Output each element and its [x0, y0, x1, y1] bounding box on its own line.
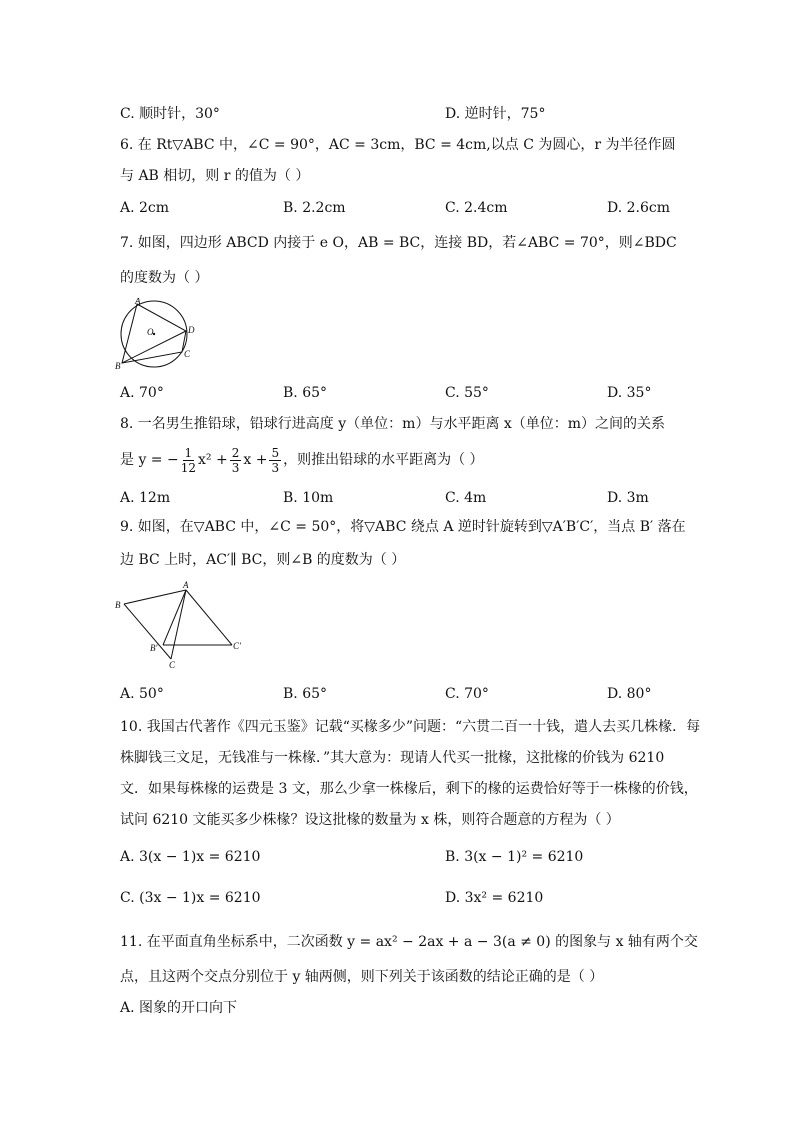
q7-stem-line1: 7. 如图，四边形 ABCD 内接于 e O，AB = BC，连接 BD，若∠ABC = 70°，则∠BDC	[120, 235, 677, 251]
q8-term-mid2: x +	[243, 452, 268, 468]
q8-option-b: B. 10m	[283, 490, 334, 506]
q10-stem-line1: 10. 我国古代著作《四元玉鉴》记载“买椽多少”问题：“六贯二百一十钱，遣人去买几株椽．每	[120, 719, 701, 735]
q7-label-a: A	[135, 298, 141, 306]
q8-frac2-numerator: 2	[231, 445, 240, 460]
q8-frac2-denominator: 3	[231, 460, 240, 475]
q9-label-c: C	[169, 660, 176, 670]
q8-option-d: D. 3m	[607, 490, 649, 506]
q6-stem-line1: 6. 在 Rt▽ABC 中，∠C = 90°，AC = 3cm，BC = 4cm,以点 C 为圆心，r 为半径作圆	[120, 137, 676, 153]
q10-option-c: C. (3x − 1)x = 6210	[120, 890, 261, 906]
q8-prefix: 是 y = −	[120, 452, 179, 468]
q7-option-d: D. 35°	[607, 385, 652, 401]
q8-stem-line2	[120, 445, 484, 475]
q9-option-b: B. 65°	[283, 686, 328, 702]
q9-label-a: A	[183, 580, 189, 590]
q9-rotation-figure	[112, 580, 252, 670]
q9-stem-line1: 9. 如图，在▽ABC 中，∠C = 50°，将▽ABC 绕点 A 逆时针旋转到▽A′B′C′，当点 B′ 落在	[120, 519, 686, 535]
q9-option-c: C. 70°	[445, 686, 489, 702]
q5-option-d: D. 逆时针，75°	[445, 106, 546, 122]
q9-label-b-prime: B′	[150, 643, 158, 653]
q6-option-b: B. 2.2cm	[283, 200, 346, 216]
q8-term-mid1: x² +	[198, 452, 228, 468]
q7-option-b: B. 65°	[283, 385, 328, 401]
q6-option-a: A. 2cm	[120, 200, 170, 216]
q8-option-c: C. 4m	[445, 490, 487, 506]
q8-frac1-denominator: 12	[180, 460, 197, 475]
q11-option-a: A. 图象的开口向下	[120, 1000, 238, 1016]
q10-stem-line2: 株脚钱三文足，无钱准与一株椽．”其大意为：现请人代买一批椽，这批椽的价钱为 6210	[120, 750, 665, 766]
q5-option-c: C. 顺时针，30°	[120, 106, 220, 122]
q7-label-c: C	[184, 349, 191, 359]
q6-stem-line2: 与 AB 相切，则 r 的值为（ ）	[120, 168, 310, 184]
q10-stem-line4: 试问 6210 文能买多少株椽？设这批椽的数量为 x 株，则符合题意的方程为（ ）	[120, 812, 620, 828]
q9-label-c-prime: C′	[233, 641, 241, 651]
q6-option-d: D. 2.6cm	[607, 200, 671, 216]
q7-label-d: D	[188, 325, 195, 335]
q8-fraction-2	[230, 446, 242, 475]
q10-option-d: D. 3x² = 6210	[445, 890, 544, 906]
q7-option-c: C. 55°	[445, 385, 489, 401]
q7-circle-figure	[112, 298, 202, 370]
q8-option-a: A. 12m	[120, 490, 171, 506]
q8-frac1-numerator: 1	[184, 445, 193, 460]
q10-option-b: B. 3(x − 1)² = 6210	[445, 849, 584, 865]
q7-label-o: O	[147, 327, 154, 337]
q9-label-b: B	[115, 600, 121, 610]
q8-frac3-numerator: 5	[271, 445, 280, 460]
q11-stem-line1: 11. 在平面直角坐标系中，二次函数 y = ax² − 2ax + a − 3(a ≠ 0) 的图象与 x 轴有两个交	[120, 934, 698, 950]
q7-label-b: B	[115, 361, 121, 370]
q9-stem-line2: 边 BC 上时，AC′∥ BC，则∠B 的度数为（ ）	[120, 552, 406, 568]
q10-option-a: A. 3(x − 1)x = 6210	[120, 849, 261, 865]
q11-stem-line2: 点，且这两个交点分别位于 y 轴两侧，则下列关于该函数的结论正确的是（ ）	[120, 969, 604, 985]
q7-stem-line2: 的度数为（ ）	[120, 270, 209, 286]
q8-fraction-3	[269, 446, 281, 475]
q8-suffix: ，则推出铅球的水平距离为（ ）	[283, 452, 484, 468]
q9-option-d: D. 80°	[607, 686, 652, 702]
q8-stem-line1: 8. 一名男生推铅球，铅球行进高度 y（单位：m）与水平距离 x（单位：m）之间的关系	[120, 416, 666, 432]
q7-option-a: A. 70°	[120, 385, 164, 401]
q8-frac3-denominator: 3	[271, 460, 280, 475]
q8-fraction-1	[181, 446, 196, 475]
q10-stem-line3: 文．如果每株椽的运费是 3 文，那么少拿一株椽后，剩下的椽的运费恰好等于一株椽的价钱，	[120, 781, 698, 797]
q9-option-a: A. 50°	[120, 686, 164, 702]
q6-option-c: C. 2.4cm	[445, 200, 508, 216]
